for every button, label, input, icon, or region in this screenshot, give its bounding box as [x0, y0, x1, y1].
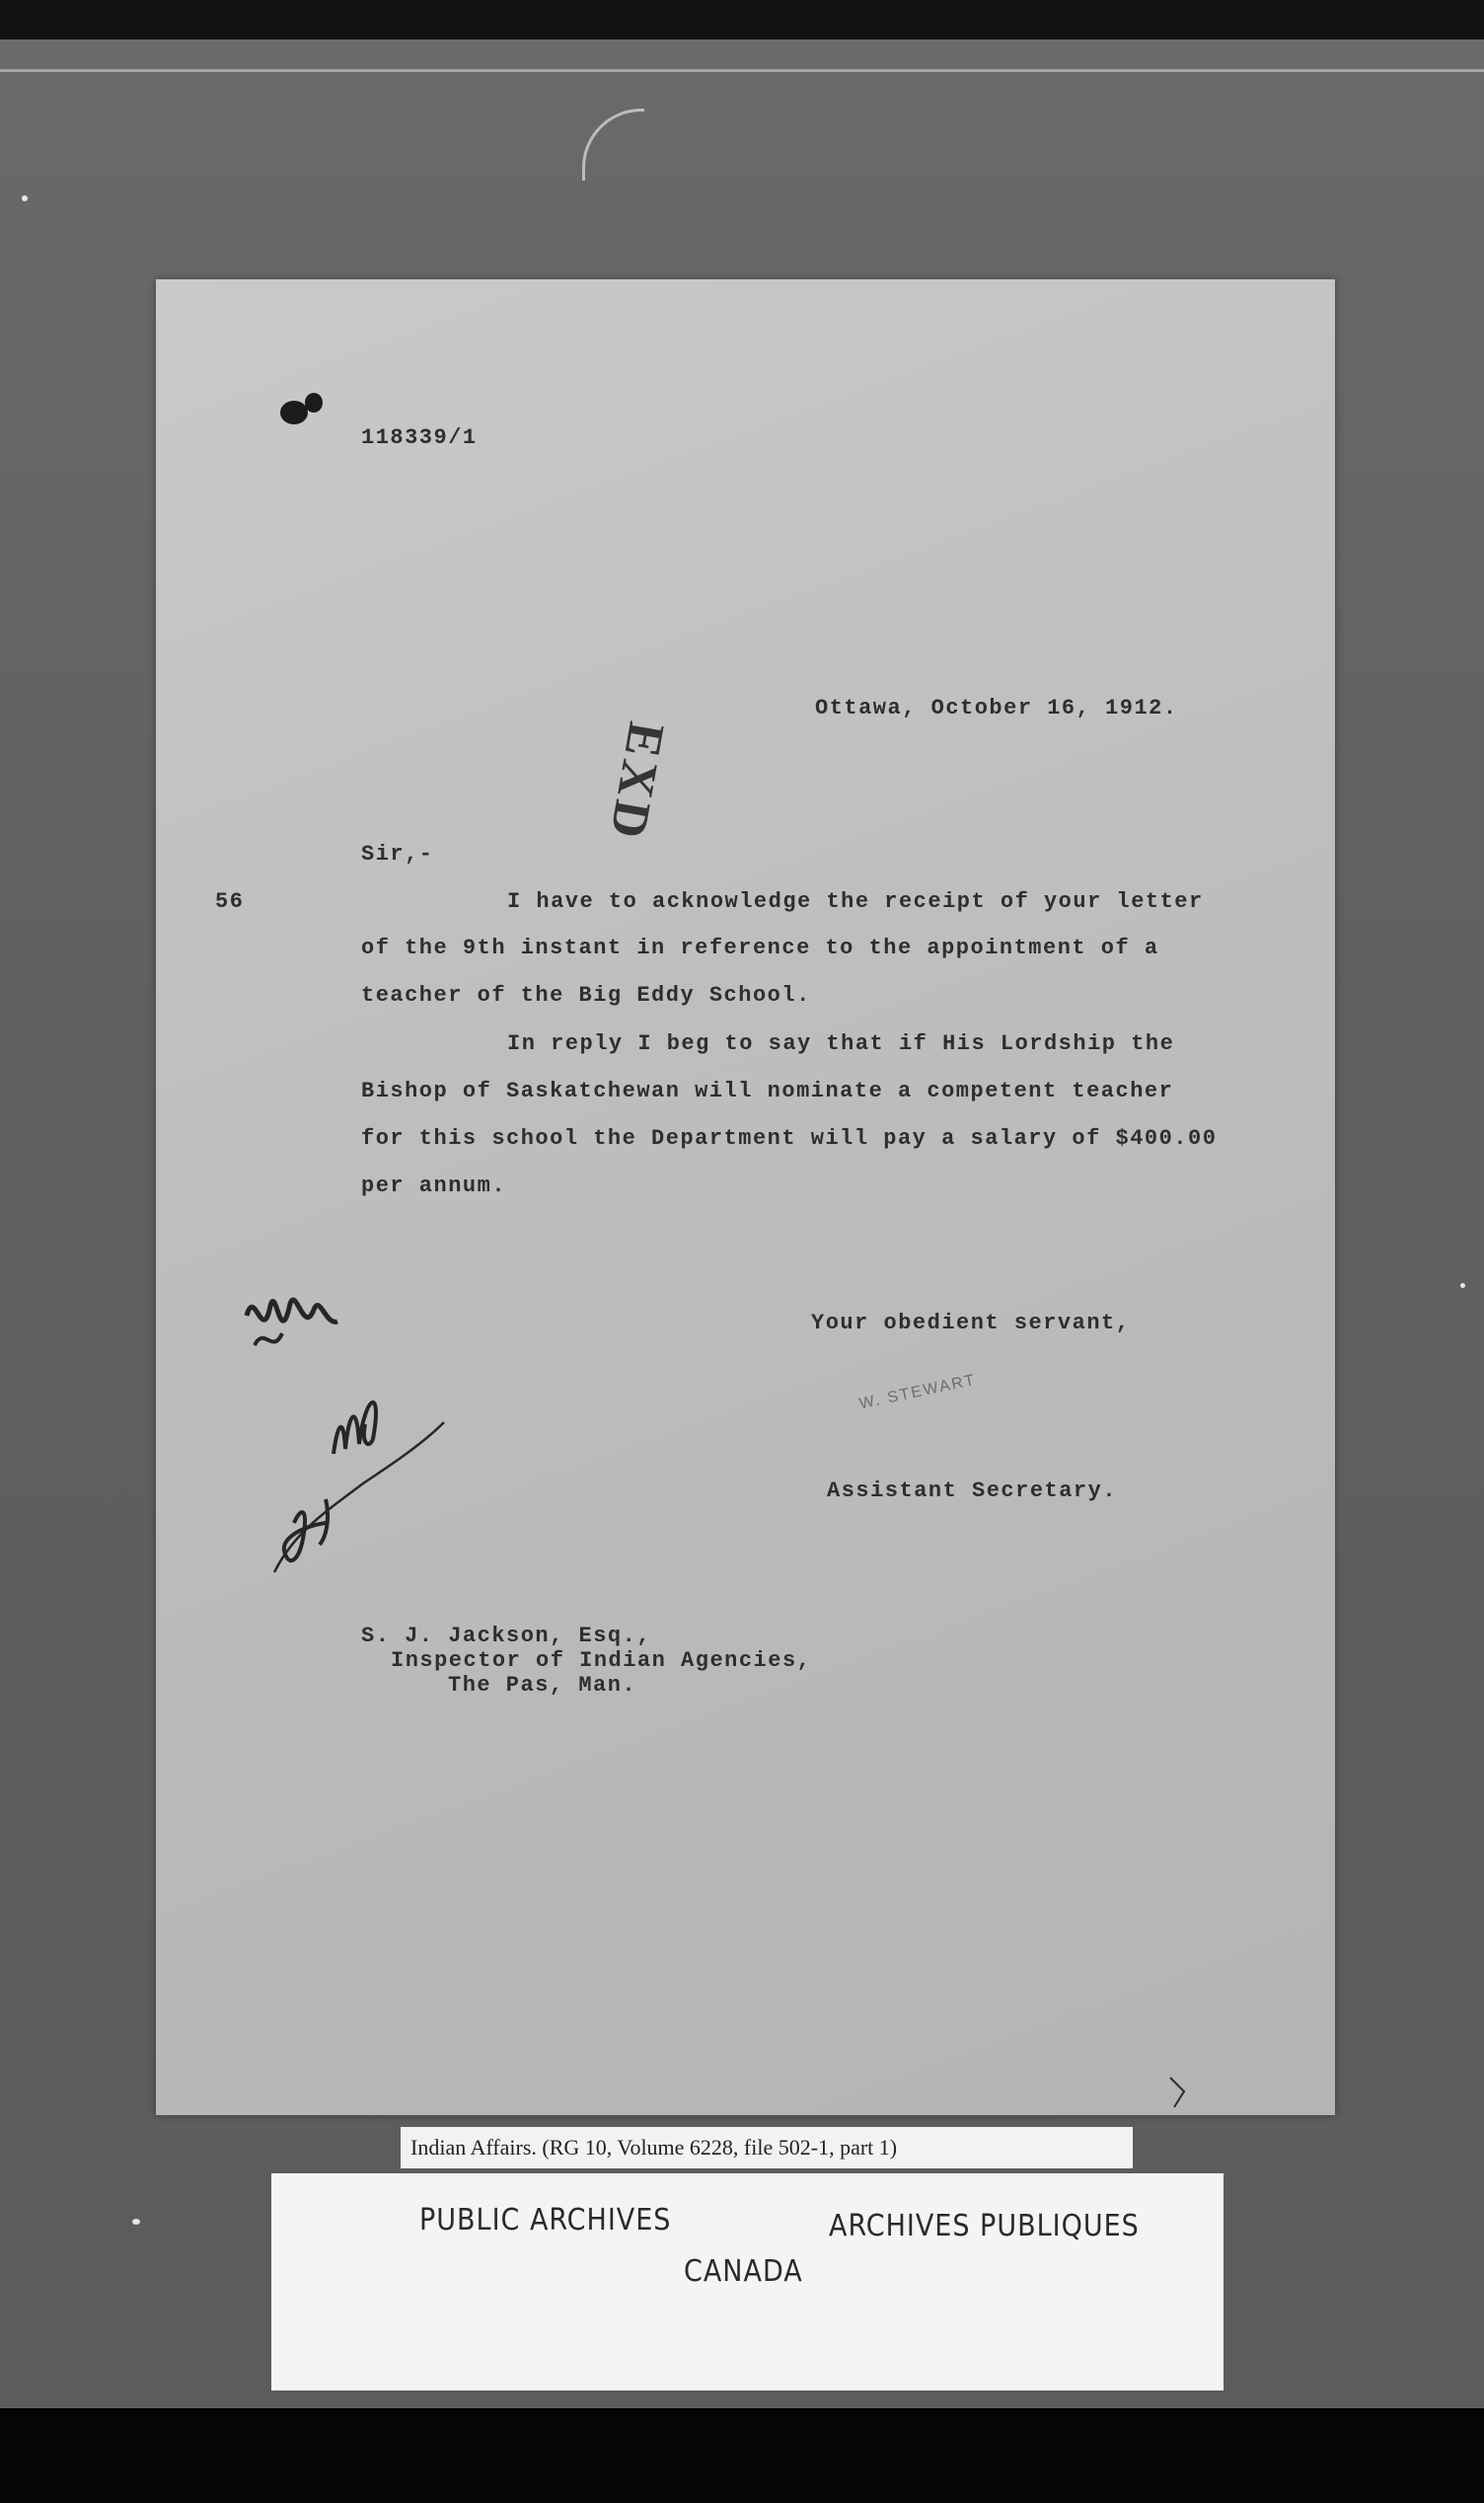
addressee-line: Inspector of Indian Agencies,	[391, 1648, 812, 1673]
addressee-line: S. J. Jackson, Esq.,	[361, 1624, 652, 1648]
public-archives-heading: PUBLIC ARCHIVES	[419, 2203, 672, 2238]
body-line: In reply I beg to say that if His Lordship the	[507, 1031, 1175, 1056]
file-number: 118339/1	[361, 425, 478, 450]
margin-number: 56	[215, 889, 245, 914]
place-date: Ottawa, October 16, 1912.	[815, 696, 1178, 721]
body-line: Bishop of Saskatchewan will nominate a competent teacher	[361, 1079, 1174, 1103]
country-heading: CANADA	[684, 2254, 803, 2289]
body-line: of the 9th instant in reference to the appointment of a	[361, 936, 1159, 960]
body-line: per annum.	[361, 1174, 507, 1198]
salutation: Sir,-	[361, 842, 434, 867]
film-top-border	[0, 0, 1484, 39]
signatory-title: Assistant Secretary.	[827, 1479, 1118, 1503]
dust-speck	[1460, 1283, 1465, 1288]
archive-reference: Indian Affairs. (RG 10, Volume 6228, file 502-1, part 1)	[401, 2127, 1133, 2168]
film-scratch-line	[0, 69, 1484, 72]
letter-page	[156, 279, 1335, 2115]
body-line: I have to acknowledge the receipt of your letter	[507, 889, 1204, 914]
addressee-line: The Pas, Man.	[448, 1673, 637, 1698]
signature-stamp: W. STEWART	[857, 1371, 978, 1413]
archives-publiques-heading: ARCHIVES PUBLIQUES	[829, 2209, 1140, 2243]
corner-mark-icon	[1164, 2074, 1194, 2113]
ink-blot-icon	[274, 385, 334, 434]
dust-speck	[132, 2219, 140, 2225]
dust-speck	[22, 195, 28, 201]
archive-card	[271, 2173, 1224, 2390]
film-bottom-border	[0, 2408, 1484, 2503]
body-line: for this school the Department will pay a salary of $400.00	[361, 1126, 1218, 1151]
closing: Your obedient servant,	[811, 1311, 1131, 1335]
handwritten-initials-icon	[235, 1276, 531, 1602]
body-line: teacher of the Big Eddy School.	[361, 983, 811, 1008]
